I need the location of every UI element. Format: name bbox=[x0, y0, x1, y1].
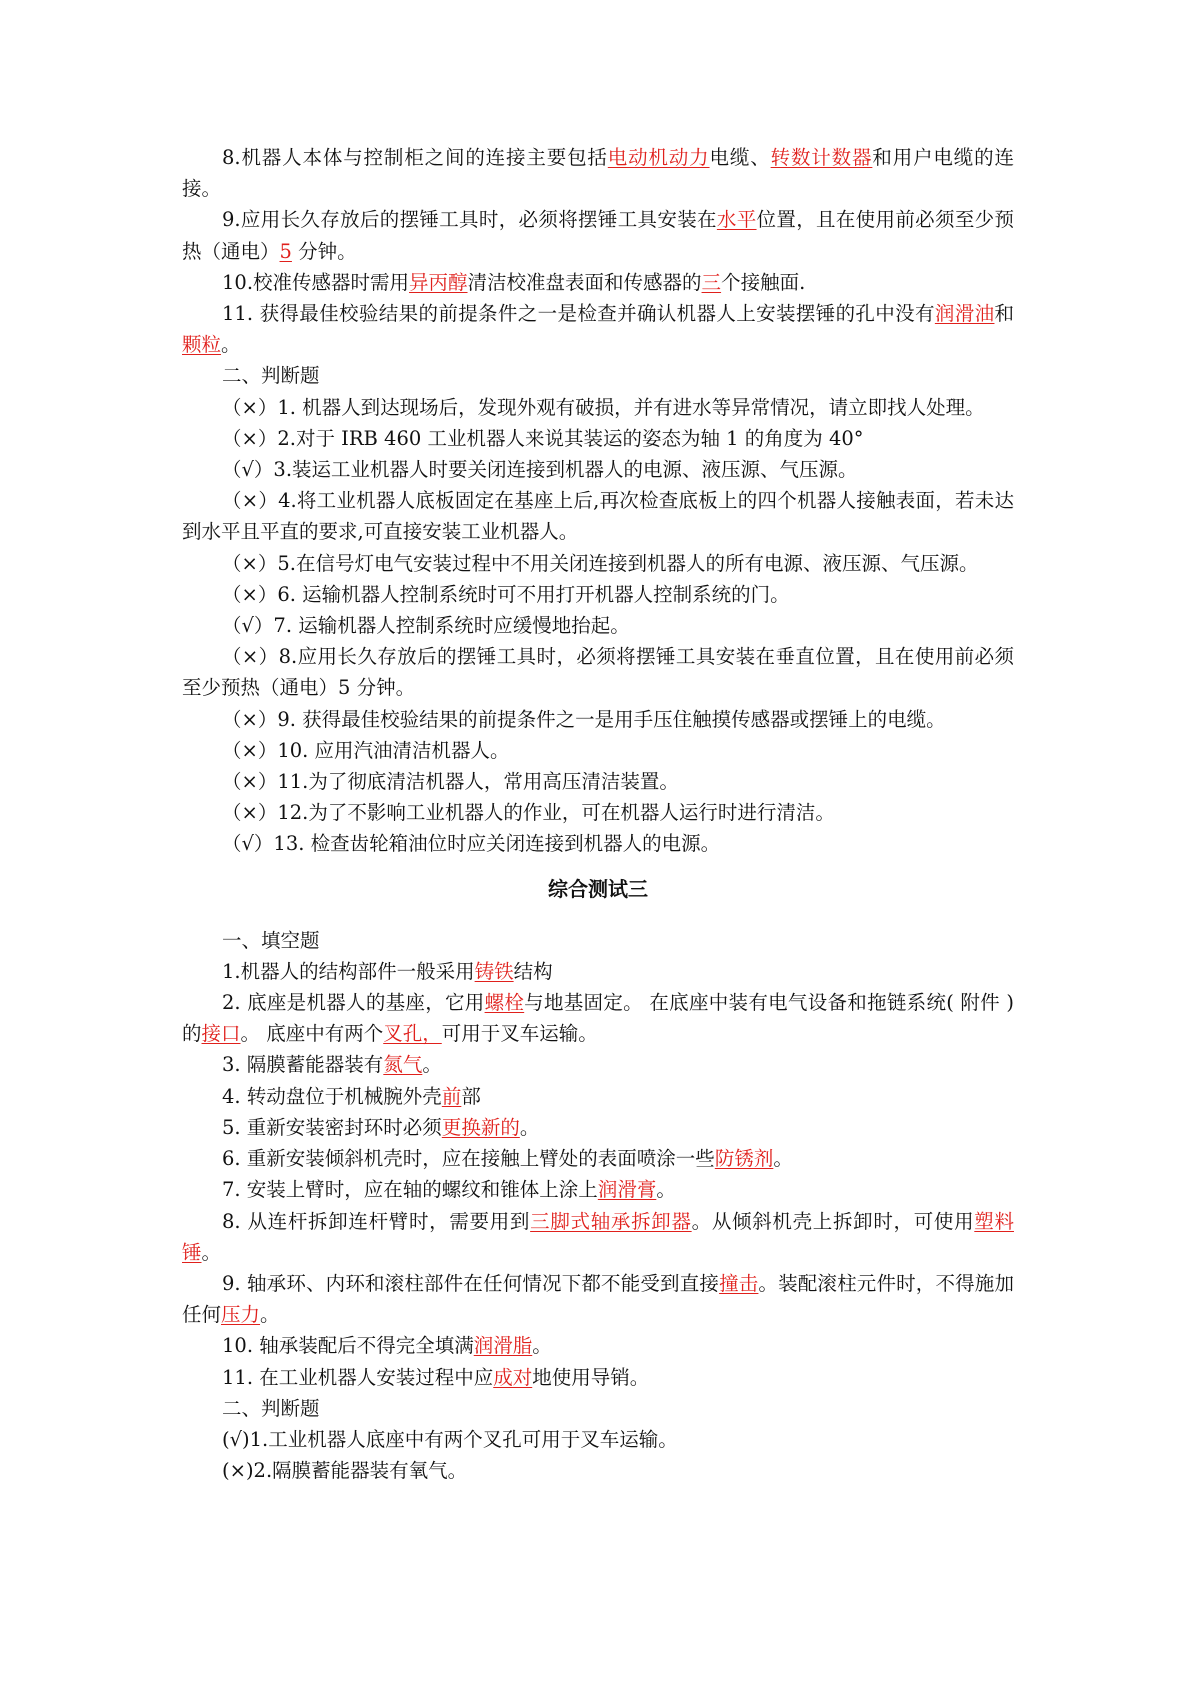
paragraph bbox=[182, 1362, 1014, 1393]
text-segment: 二、判断题 bbox=[222, 364, 320, 388]
answer-text: 压力 bbox=[221, 1303, 261, 1327]
answer-text: 润滑脂 bbox=[473, 1334, 533, 1358]
answer-text: 异丙醇 bbox=[409, 270, 468, 294]
answer-text: 铸铁 bbox=[474, 959, 514, 983]
text-segment: （×）12.为了不影响工业机器人的作业，可在机器人运行时进行清洁。 bbox=[222, 801, 835, 825]
text-segment: (√)1.工业机器人底座中有两个叉孔可用于叉车运输。 bbox=[222, 1427, 678, 1451]
paragraph bbox=[182, 392, 1014, 423]
answer-text: 三脚式轴承拆卸器 bbox=[530, 1209, 692, 1233]
text-segment: 6. 重新安装倾斜机壳时，应在接触上臂处的表面喷涂一些 bbox=[222, 1147, 715, 1171]
text-segment: 。 bbox=[260, 1303, 280, 1327]
text-segment: 7. 安装上臂时，应在轴的螺纹和锥体上涂上 bbox=[222, 1178, 598, 1202]
paragraph bbox=[182, 956, 1014, 987]
text-segment: 。 bbox=[519, 1115, 540, 1139]
answer-text: 叉孔， bbox=[383, 1022, 442, 1046]
paragraph bbox=[182, 1455, 1014, 1486]
answer-text: 颗粒 bbox=[182, 333, 222, 357]
text-segment: 分钟。 bbox=[291, 239, 357, 263]
paragraph bbox=[182, 1143, 1014, 1174]
answer-text: 氮气 bbox=[383, 1053, 423, 1077]
answer-text: 前 bbox=[441, 1084, 462, 1108]
paragraph bbox=[182, 828, 1014, 859]
text-segment: 部 bbox=[461, 1084, 481, 1108]
text-segment: 10. 轴承装配后不得完全填满 bbox=[222, 1334, 474, 1358]
paragraph bbox=[182, 298, 1014, 360]
text-segment: 11. 在工业机器人安装过程中应 bbox=[222, 1365, 494, 1389]
paragraph bbox=[182, 987, 1014, 1049]
paragraph bbox=[182, 925, 1014, 956]
text-segment: 结构 bbox=[513, 959, 553, 983]
paragraph bbox=[182, 766, 1014, 797]
paragraph bbox=[182, 454, 1014, 485]
text-segment: 10.校准传感器时需用 bbox=[222, 270, 410, 294]
answer-text: 螺栓 bbox=[484, 991, 525, 1015]
text-segment: 。 bbox=[221, 333, 241, 357]
paragraph bbox=[182, 1081, 1014, 1112]
answer-text: 成对 bbox=[493, 1365, 533, 1389]
paragraph bbox=[182, 641, 1014, 703]
paragraph bbox=[182, 1049, 1014, 1080]
text-segment: （×）9. 获得最佳校验结果的前提条件之一是用手压住触摸传感器或摆锤上的电缆。 bbox=[222, 707, 946, 731]
text-segment: 二、判断题 bbox=[222, 1396, 320, 1420]
answer-text: 转数计数器 bbox=[770, 146, 873, 169]
answer-text: 接口 bbox=[201, 1022, 241, 1046]
paragraph bbox=[182, 548, 1014, 579]
section-title bbox=[182, 874, 1014, 905]
paragraph bbox=[182, 1112, 1014, 1143]
text-segment: 电缆、 bbox=[709, 146, 771, 169]
text-segment: 。 bbox=[422, 1053, 442, 1077]
text-segment: （√）7. 运输机器人控制系统时应缓慢地抬起。 bbox=[222, 614, 630, 638]
paragraph bbox=[182, 267, 1014, 298]
text-segment: 。 bbox=[773, 1147, 793, 1171]
text-segment: （×）1. 机器人到达现场后，发现外观有破损，并有进水等异常情况，请立即找人处理。 bbox=[222, 395, 985, 419]
text-segment: 位置，且在使用前必须至少预热（通电） bbox=[182, 208, 1014, 263]
text-segment: 与地基固定。 在底座中装有电气设备和拖链系统( 附件 ) 的 bbox=[182, 991, 1015, 1046]
answer-text: 润滑膏 bbox=[597, 1178, 657, 1202]
answer-text: 更换新的 bbox=[441, 1115, 520, 1139]
text-segment: 综合测试三 bbox=[548, 876, 648, 901]
text-segment: （×）11.为了彻底清洁机器人，常用高压清洁装置。 bbox=[222, 770, 679, 794]
text-segment: 。从倾斜机壳上拆卸时，可使用 bbox=[691, 1209, 975, 1233]
text-segment: 9. 轴承环、内环和滚柱部件在任何情况下都不能受到直接 bbox=[222, 1271, 720, 1295]
answer-text: 撞击 bbox=[719, 1271, 759, 1295]
paragraph bbox=[182, 797, 1014, 828]
text-segment: 11. 获得最佳校验结果的前提条件之一是检查并确认机器人上安装摆锤的孔中没有 bbox=[222, 302, 935, 326]
text-segment: （×）5.在信号灯电气安装过程中不用关闭连接到机器人的所有电源、液压源、气压源。 bbox=[222, 551, 979, 575]
paragraph bbox=[182, 1330, 1014, 1361]
text-segment: （×）10. 应用汽油清洁机器人。 bbox=[222, 738, 510, 762]
text-segment: 地使用导销。 bbox=[532, 1365, 650, 1389]
text-segment: 8. 从连杆拆卸连杆臂时，需要用到 bbox=[222, 1209, 531, 1233]
text-segment: 。 bbox=[656, 1178, 676, 1202]
text-segment: （×）6. 运输机器人控制系统时可不用打开机器人控制系统的门。 bbox=[222, 582, 790, 606]
paragraph bbox=[182, 1393, 1014, 1424]
text-segment: 和 bbox=[994, 302, 1014, 326]
text-segment: 。 bbox=[532, 1334, 552, 1358]
paragraph bbox=[182, 1268, 1014, 1330]
text-segment: 清洁校准盘表面和传感器的 bbox=[467, 270, 702, 294]
text-segment: 4. 转动盘位于机械腕外壳 bbox=[222, 1084, 442, 1108]
text-segment: 3. 隔膜蓄能器装有 bbox=[222, 1053, 384, 1077]
text-segment: 一、填空题 bbox=[222, 928, 320, 952]
text-segment: 和用户电缆的连接。 bbox=[182, 146, 1014, 201]
paragraph bbox=[182, 704, 1014, 735]
paragraph bbox=[182, 579, 1014, 610]
text-segment: 1.机器人的结构部件一般采用 bbox=[222, 959, 475, 983]
paragraph bbox=[182, 360, 1014, 391]
text-segment: 8.机器人本体与控制柜之间的连接主要包括 bbox=[222, 146, 608, 169]
text-segment: 2. 底座是机器人的基座，它用 bbox=[222, 991, 485, 1015]
answer-text: 防锈剂 bbox=[714, 1147, 774, 1171]
text-segment: 个接触面. bbox=[721, 270, 806, 294]
paragraph bbox=[182, 1174, 1014, 1205]
paragraph bbox=[182, 735, 1014, 766]
answer-text: 三 bbox=[701, 270, 722, 294]
answer-text: 润滑油 bbox=[934, 302, 995, 326]
paragraph bbox=[182, 485, 1014, 547]
paragraph bbox=[182, 142, 1014, 204]
text-segment: 5. 重新安装密封环时必须 bbox=[222, 1115, 442, 1139]
answer-text: 电动机动力 bbox=[607, 146, 710, 169]
text-segment: （√）3.装运工业机器人时要关闭连接到机器人的电源、液压源、气压源。 bbox=[222, 458, 858, 482]
paragraph bbox=[182, 204, 1014, 266]
paragraph bbox=[182, 1206, 1014, 1268]
text-segment: 。 底座中有两个 bbox=[240, 1022, 384, 1046]
paragraph bbox=[182, 1424, 1014, 1455]
document-body bbox=[182, 142, 1014, 1486]
text-segment: （×）4.将工业机器人底板固定在基座上后,再次检查底板上的四个机器人接触表面，若未达到水平且平直的要求,可直接安装工业机器人。 bbox=[182, 489, 1014, 544]
paragraph bbox=[182, 610, 1014, 641]
text-segment: 。 bbox=[201, 1240, 222, 1264]
text-segment: （×）8.应用长久存放后的摆锤工具时，必须将摆锤工具安装在垂直位置，且在使用前必须至少预热（通电）5 分钟。 bbox=[182, 645, 1014, 700]
paragraph bbox=[182, 423, 1014, 454]
answer-text: 水平 bbox=[716, 208, 757, 232]
text-segment: （×）2.对于 IRB 460 工业机器人来说其装运的姿态为轴 1 的角度为 40° bbox=[222, 426, 864, 450]
text-segment: 。装配滚柱元件时，不得施加任何 bbox=[182, 1271, 1014, 1327]
answer-text: 5 bbox=[279, 239, 292, 263]
text-segment: 可用于叉车运输。 bbox=[441, 1022, 598, 1046]
text-segment: 9.应用长久存放后的摆锤工具时，必须将摆锤工具安装在 bbox=[222, 208, 717, 232]
text-segment: （√）13. 检查齿轮箱油位时应关闭连接到机器人的电源。 bbox=[222, 832, 721, 856]
answer-text: 塑料锤 bbox=[182, 1209, 1014, 1264]
text-segment: (×)2.隔膜蓄能器装有氧气。 bbox=[222, 1459, 468, 1483]
